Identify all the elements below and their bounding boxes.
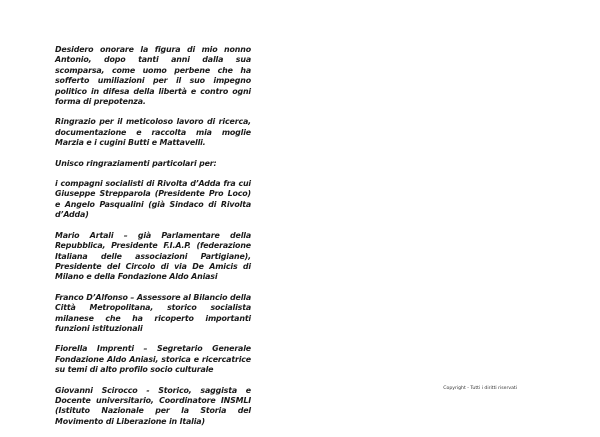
copyright-notice: Copyright - Tutti i diritti riservati — [443, 386, 517, 391]
paragraph-thanks-scirocco: Giovanni Scirocco - Storico, saggista e Docente universitario, Coordinatore INSMLI (Istituto Nazionale per la Storia del Movimento di Liberazione in Italia) — [55, 385, 251, 426]
acknowledgements-text — [55, 45, 251, 437]
paragraph-thanks-artali: Mario Artali – già Parlamentare della Repubblica, Presidente F.I.A.P. (federazione Italiana delle associazioni Partigiane), Presidente del Circolo di via De Amicis di Milano e della Fondazione Aldo Aniasi — [55, 230, 251, 282]
paragraph-thanks-dalfonso: Franco D’Alfonso – Assessore al Bilancio della Città Metropolitana, storico socialista milanese che ha ricoperto importanti funzioni istituzionali — [55, 292, 251, 333]
paragraph-thanks-rivolta: i compagni socialisti di Rivolta d’Adda fra cui Giuseppe Strepparola (Presidente Pro Loco) e Angelo Pasqualini (già Sindaco di Rivolta d’Adda) — [55, 179, 251, 220]
paragraph-dedication: Desidero onorare la figura di mio nonno Antonio, dopo tanti anni dalla sua scomparsa, come uomo perbene che ha sofferto umiliazioni per il suo impegno politico in difesa della libertà e contro ogni forma di prepotenza. — [55, 45, 251, 107]
paragraph-thanks-imprenti: Fiorella Imprenti – Segretario Generale Fondazione Aldo Aniasi, storica e ricercatrice su temi di alto profilo socio culturale — [55, 344, 251, 375]
paragraph-special-thanks-intro: Unisco ringraziamenti particolari per: — [55, 158, 217, 168]
paragraph-thanks-family: Ringrazio per il meticoloso lavoro di ricerca, documentazione e raccolta mia moglie Marzia e i cugini Butti e Mattavelli. — [55, 117, 251, 148]
